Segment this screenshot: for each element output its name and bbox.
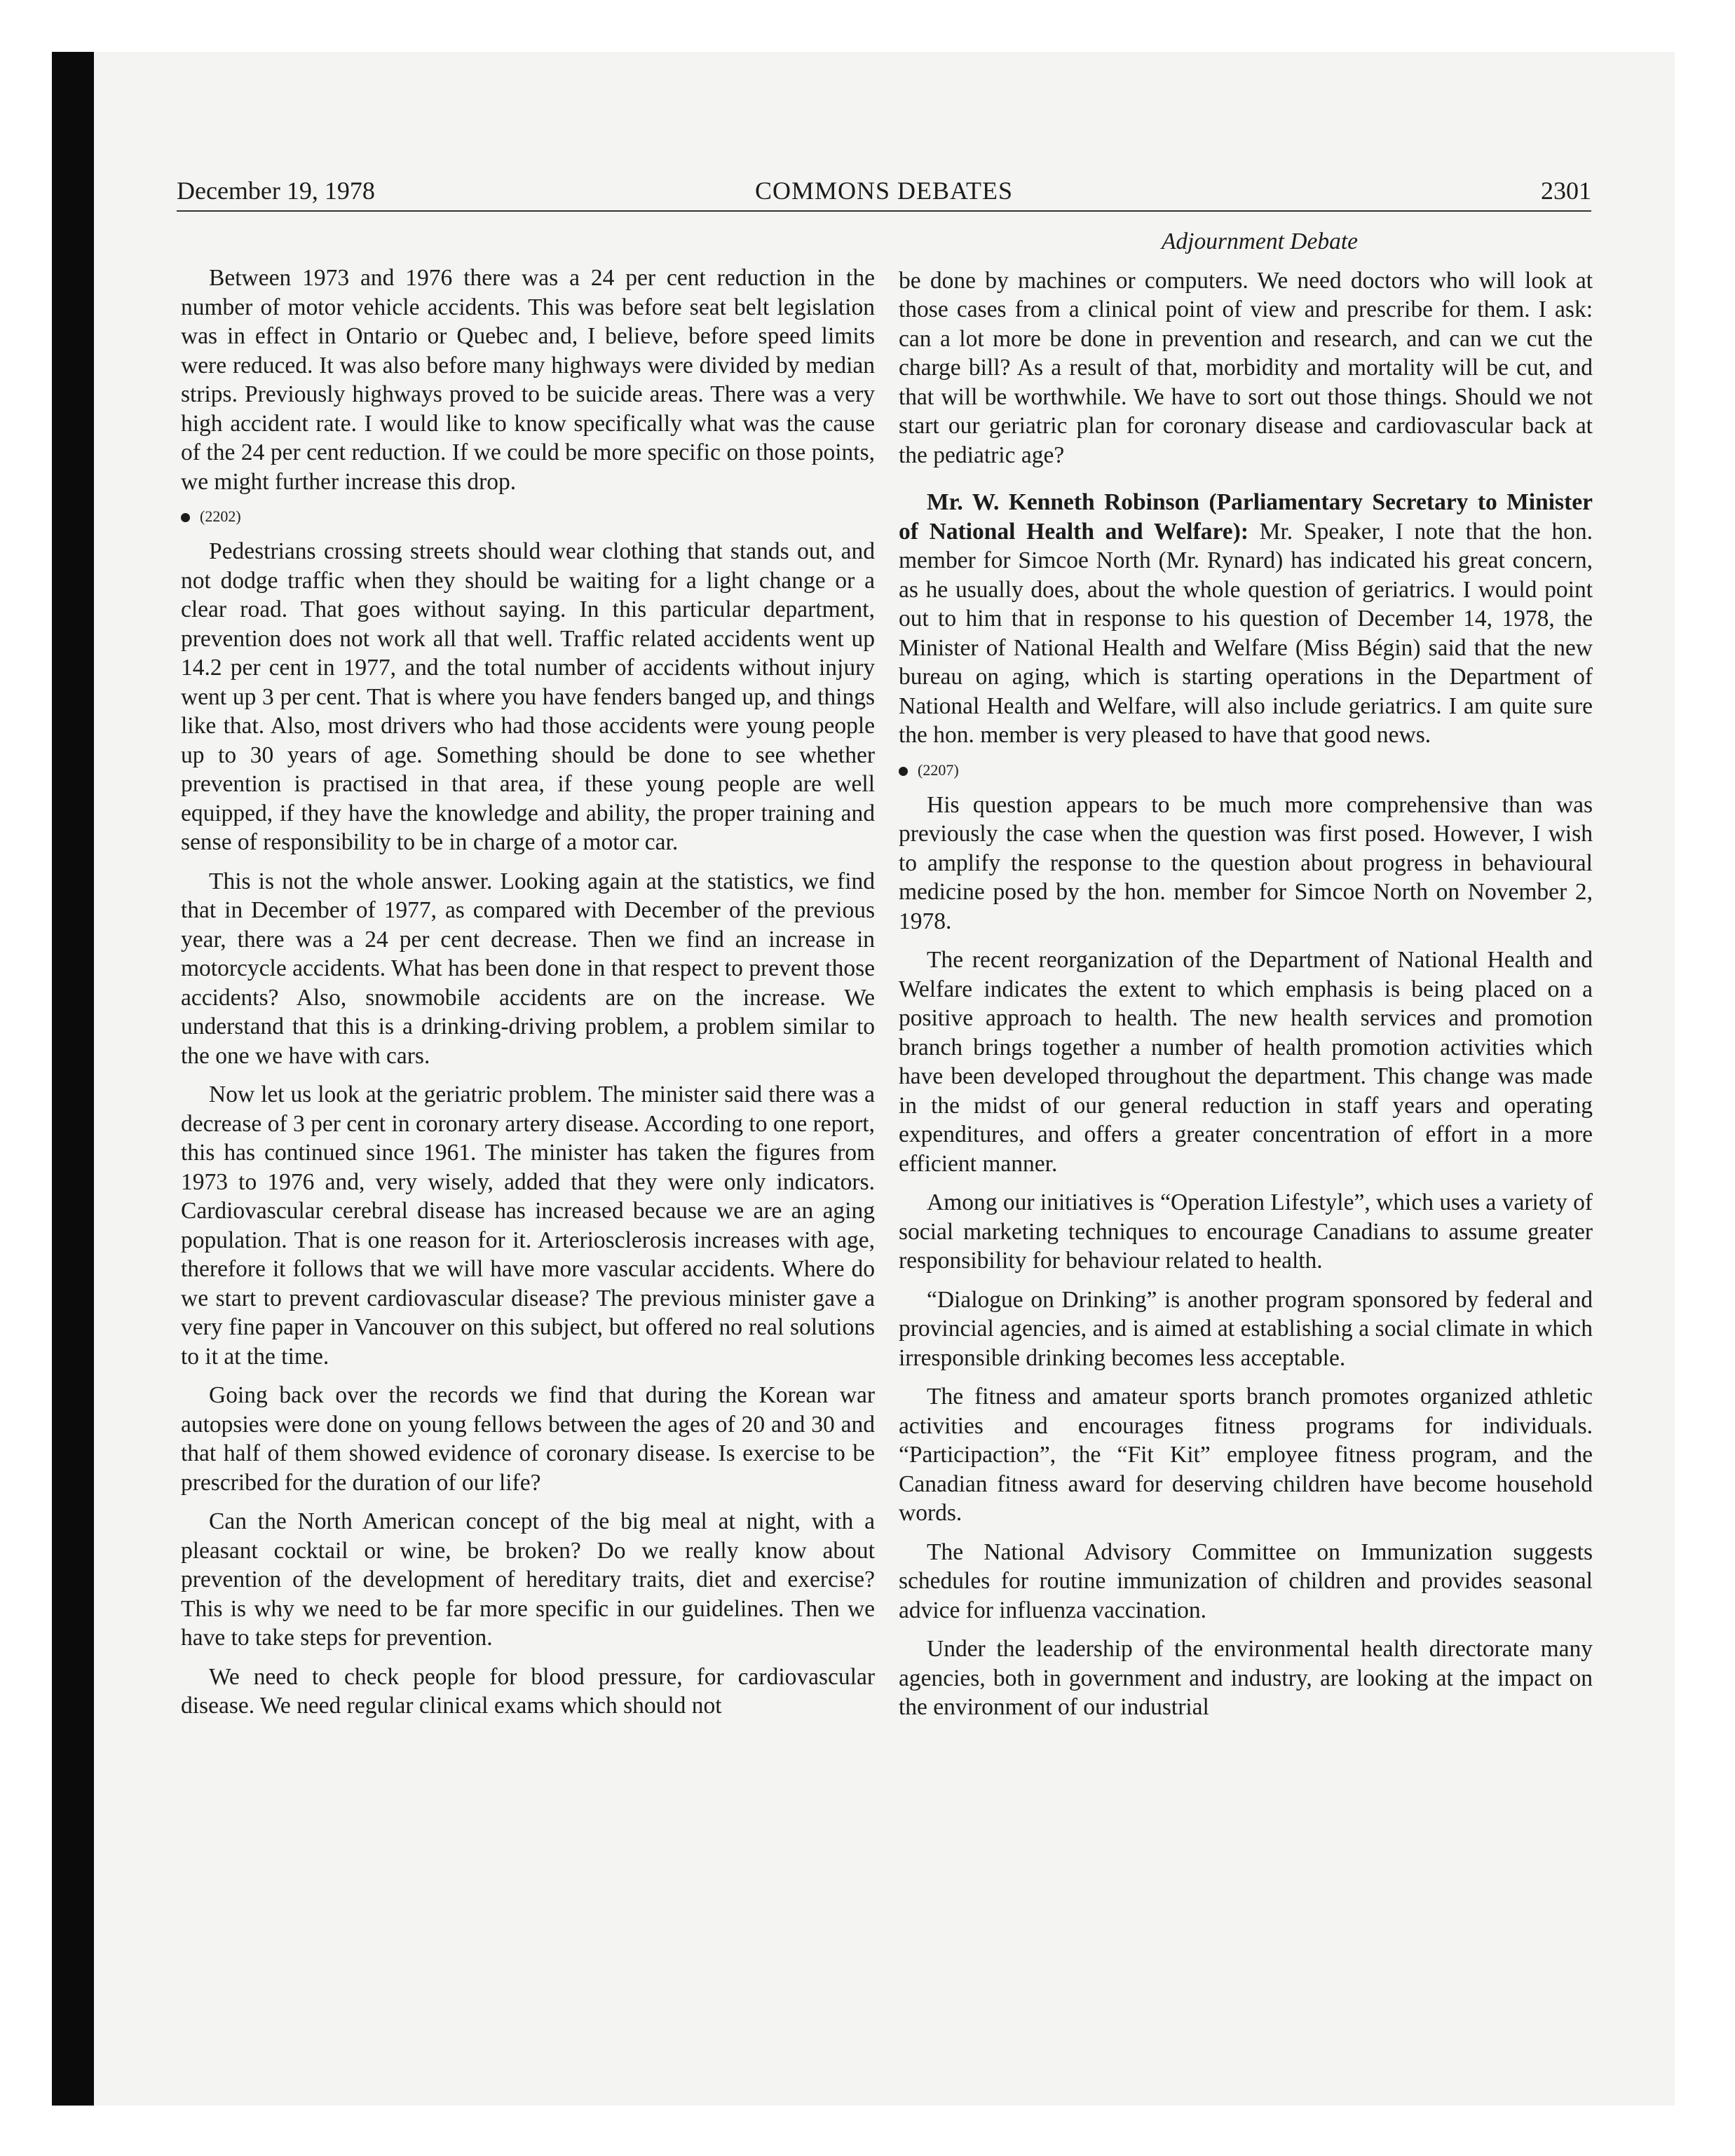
paragraph: be done by machines or computers. We need doctors who will look at those cases from a clinical point of view and prescribe for them. I ask: can a lot more be done in prevention and research, and can we cut the charge bill? As a result of that, morbidity and mortality will be cut, and that will be worthwhile. We have to sort out those things. Should we not start our geriatric plan for coronary disease and cardiovascular back at the pediatric age?	[899, 267, 1593, 468]
paragraph: The fitness and amateur sports branch promotes organized athletic activities and encourages fitness programs for individuals. “Participaction”, the “Fit Kit” employee fitness program, and the Canadian fitness award for deserving children have become household words.	[899, 1384, 1593, 1526]
paragraph: The recent reorganization of the Department of National Health and Welfare indicates the extent to which emphasis is being placed on a positive approach to health. The new health services and promotion branch brings together a number of health promotion activities which have been developed throughout the department. This change was made in the midst of our general reduction in staff years and operating expenditures, and offers a greater concentration of effort in a more efficient manner.	[899, 947, 1593, 1177]
header-date: December 19, 1978	[177, 177, 375, 205]
paragraph: The National Advisory Committee on Immunization suggests schedules for routine immunization of children and provides seasonal advice for influenza vaccination.	[899, 1538, 1593, 1623]
paragraph: Now let us look at the geriatric problem. The minister said there was a decrease of 3 per cent in coronary artery disease. According to one report, this has continued since 1961. The minister has taken the figures from 1973 to 1976 and, very wisely, added that they were only indicators. Cardiovascular cerebral disease has increased because we are an aging population. That is one reason for it. Arteriosclerosis increases with age, therefore it follows that we will have more vascular accidents. Where do we start to prevent cardiovascular disease? The previous minister gave a very fine paper in Vancouver on this subject, but offered no real solutions to it at the time.	[181, 1082, 875, 1370]
speaker-text: Mr. Speaker, I note that the hon. member for Simcoe North (Mr. Rynard) has indicated his great concern, as he usually does, about the whole question of geriatrics. I would point out to him that in response to his question of December 14, 1978, the Minister of National Health and Welfare (Miss Bégin) said that the new bureau on aging, which is starting operations in the Department of National Health and Welfare, will also include geriatrics. I am quite sure the hon. member is very pleased to have that good news.	[899, 518, 1593, 748]
header-title: COMMONS DEBATES	[754, 177, 1014, 205]
left-column	[181, 264, 875, 1731]
bullet-icon	[899, 767, 908, 776]
bullet-icon	[181, 513, 190, 522]
header-page-number: 2301	[1541, 177, 1591, 205]
time-marker-label: (2202)	[200, 507, 241, 525]
paragraph: Under the leadership of the environmental health directorate many agencies, both in government and industry, are looking at the impact on the environment of our industrial	[899, 1636, 1593, 1720]
speaker-name: Mr. W. Kenneth Robinson (Parliamentary Secretary to Minister of National Health and Welfare):	[899, 489, 1593, 545]
paragraph: Pedestrians crossing streets should wear clothing that stands out, and not dodge traffic when they should be waiting for a light change or a clear road. That goes without saying. In this particular department, prevention does not work all that well. Traffic related accidents went up 14.2 per cent in 1977, and the total number of accidents without injury went up 3 per cent. That is where you have fenders banged up, and things like that. Also, most drivers who had those accidents were young people up to 30 years of age. Something should be done to see whether prevention is practised in that area, if these young people are well equipped, if they have the knowledge and ability, the proper training and sense of responsibility to be in charge of a motor car.	[181, 538, 875, 855]
paragraph: His question appears to be much more comprehensive than was previously the case when the question was first posed. However, I wish to amplify the response to the question about progress in behavioural medicine posed by the hon. member for Simcoe North on November 2, 1978.	[899, 791, 1593, 934]
section-label: Adjournment Debate	[1161, 228, 1359, 254]
paragraph: Can the North American concept of the big meal at night, with a pleasant cocktail or wine, be broken? Do we really know about prevention of the development of hereditary traits, diet and exercise? This is why we need to be far more specific in our guidelines. Then we have to take steps for prevention.	[181, 1508, 875, 1651]
time-marker	[899, 760, 1593, 781]
speaker-paragraph	[899, 488, 1593, 750]
paragraph: Between 1973 and 1976 there was a 24 per cent reduction in the number of motor vehicle accidents. This was before seat belt legislation was in effect in Ontario or Quebec and, I believe, before speed limits were reduced. It was also before many highways were divided by median strips. Previously highways proved to be suicide areas. There was a very high accident rate. I would like to know specifically what was the cause of the 24 per cent reduction. If we could be more specific on those points, we might further increase this drop.	[181, 265, 875, 495]
time-marker	[181, 506, 875, 527]
paragraph: This is not the whole answer. Looking again at the statistics, we find that in December of 1977, as compared with December of the previous year, there was a 24 per cent decrease. Then we find an increase in motorcycle accidents. What has been done in that respect to prevent those accidents? Also, snowmobile accidents are on the increase. We understand that this is a drinking-driving problem, a problem similar to the one we have with cars.	[181, 868, 875, 1069]
paragraph: Going back over the records we find that during the Korean war autopsies were done on young fellows between the ages of 20 and 30 and that half of them showed evidence of coronary disease. Is exercise to be prescribed for the duration of our life?	[181, 1382, 875, 1496]
paragraph: We need to check people for blood pressure, for cardiovascular disease. We need regular clinical exams which should not	[181, 1663, 875, 1719]
scan-edge-bar	[52, 52, 94, 2106]
page-header	[177, 174, 1591, 212]
time-marker-label: (2207)	[918, 760, 959, 779]
paragraph: “Dialogue on Drinking” is another program sponsored by federal and provincial agencies, and is aimed at establishing a social climate in which irresponsible drinking becomes less acceptable.	[899, 1286, 1593, 1371]
paragraph: Among our initiatives is “Operation Lifestyle”, which uses a variety of social marketing techniques to encourage Canadians to assume greater responsibility for behaviour related to health.	[899, 1189, 1593, 1274]
right-column	[899, 227, 1593, 1732]
